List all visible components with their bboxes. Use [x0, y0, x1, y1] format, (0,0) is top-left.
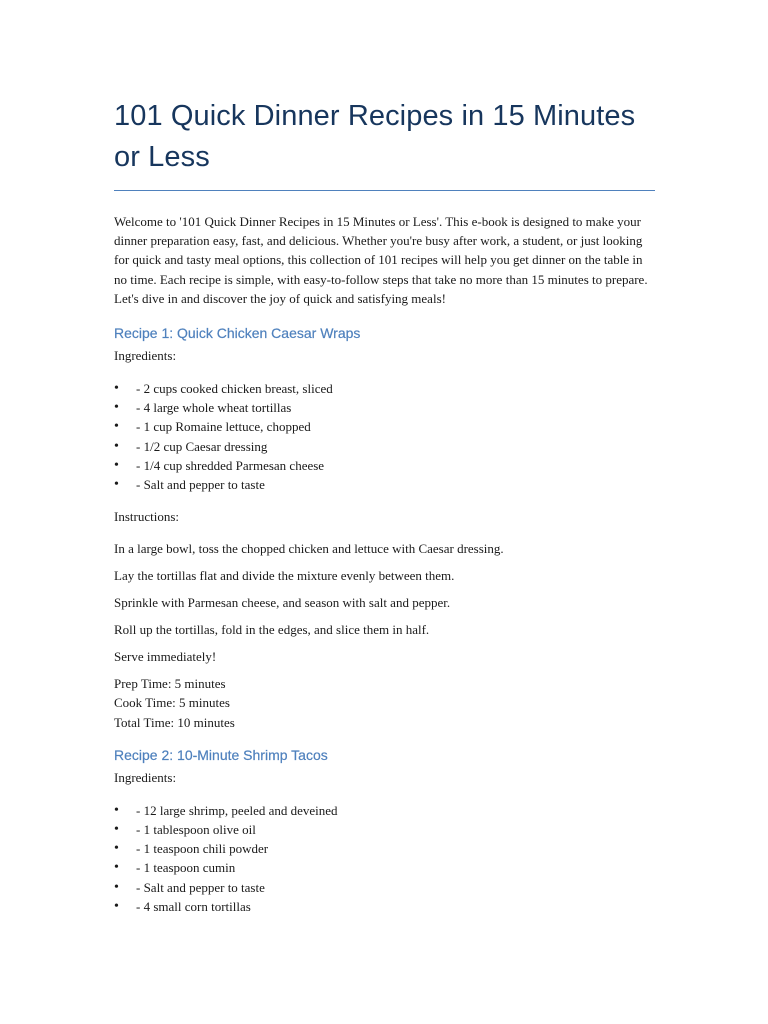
bullet-icon: • — [114, 879, 119, 895]
bullet-icon: • — [114, 860, 119, 876]
bullet-icon: • — [114, 477, 119, 493]
ingredients-label: Ingredients: — [114, 348, 177, 364]
ingredient-item — [114, 839, 655, 858]
ingredient-text: - 2 cups cooked chicken breast, sliced — [136, 381, 333, 397]
ingredient-text: - Salt and pepper to taste — [136, 879, 265, 895]
ingredient-text: - 1/4 cup shredded Parmesan cheese — [136, 457, 325, 473]
ingredient-text: - 4 large whole wheat tortillas — [136, 400, 292, 416]
document-page — [114, 96, 655, 916]
bullet-icon: • — [114, 457, 119, 473]
ingredient-text: - 1 teaspoon chili powder — [136, 841, 269, 857]
instruction-step: Sprinkle with Parmesan cheese, and season with salt and pepper. — [114, 595, 451, 611]
bullet-icon: • — [114, 841, 119, 857]
ingredient-text: - 1 teaspoon cumin — [136, 860, 236, 876]
ingredient-text: - 1 cup Romaine lettuce, chopped — [136, 419, 311, 435]
ingredient-item — [114, 475, 655, 494]
ingredient-text: - 1 tablespoon olive oil — [136, 822, 256, 838]
instructions-label: Instructions: — [114, 509, 179, 525]
instruction-step: Serve immediately! — [114, 649, 217, 665]
ingredient-text: - 4 small corn tortillas — [136, 898, 251, 914]
recipe-1 — [114, 323, 655, 732]
bullet-icon: • — [114, 400, 119, 416]
ingredient-text: - Salt and pepper to taste — [136, 477, 265, 493]
bullet-icon: • — [114, 419, 119, 435]
recipe-2 — [114, 745, 655, 916]
bullet-icon: • — [114, 802, 119, 818]
recipe-heading: Recipe 1: Quick Chicken Caesar Wraps — [114, 325, 361, 342]
instruction-step: Roll up the tortillas, fold in the edges, and slice them in half. — [114, 622, 430, 638]
prep-time: Prep Time: 5 minutes — [114, 676, 226, 692]
ingredients-list — [114, 379, 655, 494]
ingredient-item — [114, 878, 655, 897]
ingredient-item — [114, 801, 655, 820]
intro-paragraph: Welcome to '101 Quick Dinner Recipes in 15 Minutes or Less'. This e-book is designed to make your dinner preparation easy, fast, and delicious. Whether you're busy after work, a student, or just looking for quick and tasty meal options, this collection of 101 recipes will help you get dinner on the table in no time. Each recipe is simple, with easy-to-follow steps that take no more than 15 minutes to prepare. Let's dive in and discover the joy of quick and satisfying meals! — [114, 214, 648, 306]
time-summary — [114, 674, 655, 732]
cook-time: Cook Time: 5 minutes — [114, 695, 230, 711]
ingredient-text: - 1/2 cup Caesar dressing — [136, 438, 268, 454]
ingredient-text: - 12 large shrimp, peeled and deveined — [136, 802, 338, 818]
instruction-step: In a large bowl, toss the chopped chicken and lettuce with Caesar dressing. — [114, 541, 504, 557]
instruction-step: Lay the tortillas flat and divide the mixture evenly between them. — [114, 568, 455, 584]
ingredients-list — [114, 801, 655, 916]
ingredient-item — [114, 417, 655, 436]
ingredients-label: Ingredients: — [114, 769, 177, 785]
title-divider — [114, 190, 655, 191]
ingredient-item — [114, 379, 655, 398]
ingredient-item — [114, 820, 655, 839]
bullet-icon: • — [114, 898, 119, 914]
total-time: Total Time: 10 minutes — [114, 714, 235, 730]
bullet-icon: • — [114, 381, 119, 397]
document-title: 101 Quick Dinner Recipes in 15 Minutes or Less — [114, 100, 636, 173]
ingredient-item — [114, 437, 655, 456]
bullet-icon: • — [114, 822, 119, 838]
bullet-icon: • — [114, 438, 119, 454]
ingredient-item — [114, 398, 655, 417]
ingredient-item — [114, 456, 655, 475]
ingredient-item — [114, 897, 655, 916]
recipe-heading: Recipe 2: 10-Minute Shrimp Tacos — [114, 746, 328, 763]
ingredient-item — [114, 858, 655, 877]
